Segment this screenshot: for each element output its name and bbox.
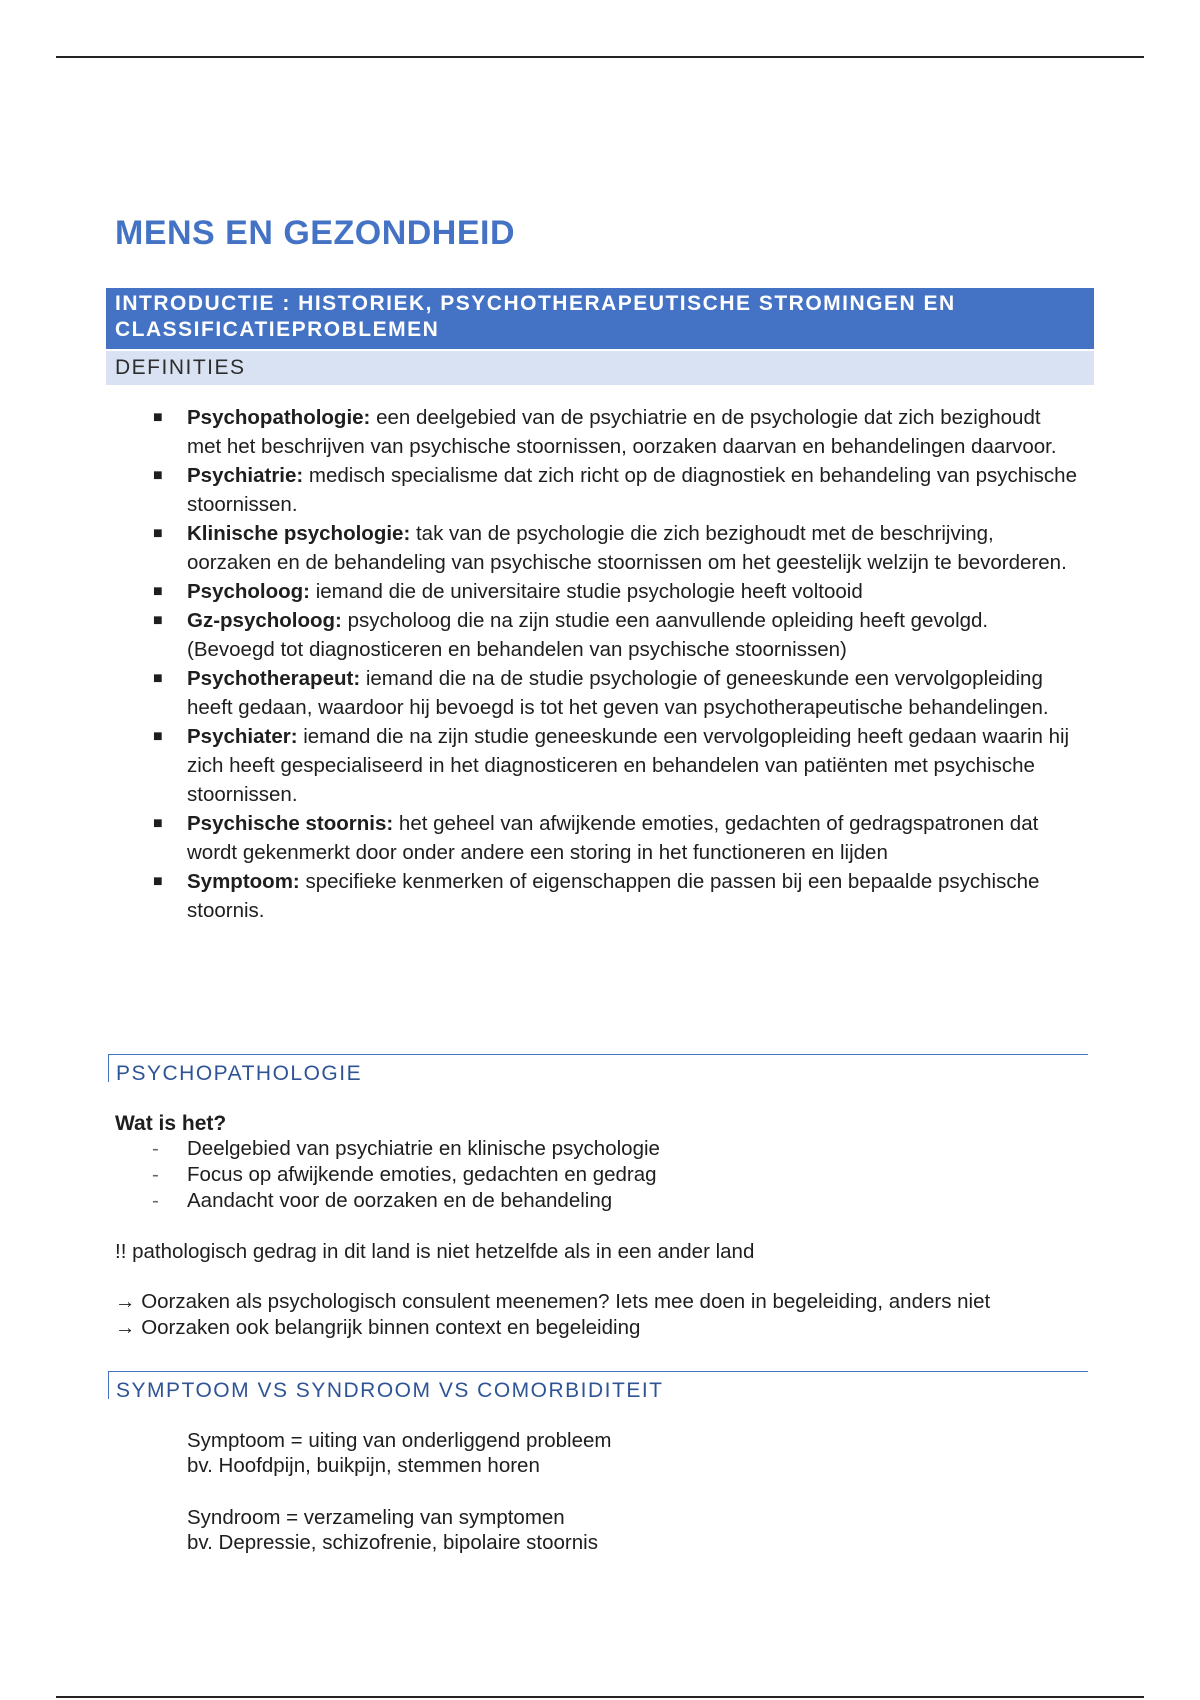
dash-icon: - [152,1189,159,1212]
definition-item [0,403,1200,461]
definition-term: Symptoom: [187,870,300,893]
arrow-line: → Oorzaken ook belangrijk binnen context en begeleiding [115,1316,641,1339]
bullet-icon: ■ [153,873,163,890]
arrow-line: → Oorzaken als psychologisch consulent meenemen? Iets mee doen in begeleiding, anders niet [115,1290,991,1313]
symptoom-definition: Symptoom = uiting van onderliggend probleem [187,1429,612,1452]
list-item-text: Focus op afwijkende emoties, gedachten en gedrag [187,1163,657,1186]
document-title: MENS EN GEZONDHEID [115,214,516,252]
chapter-heading-line-1: INTRODUCTIE : HISTORIEK, PSYCHOTHERAPEUTISCHE STROMINGEN EN [115,292,956,315]
definition-item [0,722,1200,809]
dash-icon: - [152,1163,159,1186]
definition-item [0,664,1200,722]
bullet-icon: ■ [153,525,163,542]
bullet-icon: ■ [153,728,163,745]
definition-text: specifieke kenmerken of eigenschappen die passen bij een bepaalde psychische stoornis. [187,870,1040,922]
dash-icon: - [152,1137,159,1160]
page-bottom-rule [56,1696,1144,1698]
definition-term: Psycholoog: [187,580,311,603]
definition-text: medisch specialisme dat zich richt op de diagnostiek en behandeling van psychische stoornissen. [187,464,1077,516]
list-item [0,1162,1200,1188]
definition-term: Gz-psycholoog: [187,609,342,632]
definition-text: iemand die de universitaire studie psychologie heeft voltooid [310,580,863,603]
definition-text: iemand die na de studie psychologie of geneeskunde een vervolgopleiding heeft gedaan, waardoor hij bevoegd is tot het geven van psychotherapeutische behandelingen. [187,667,1049,719]
subheading-wat-is-het: Wat is het? [115,1112,227,1135]
definition-text: tak van de psychologie die zich bezighoudt met de beschrijving, oorzaken en de behandeling van psychische stoornissen om het geestelijk welzijn te bevorderen. [187,522,1067,574]
section-heading-psychopathologie: PSYCHOPATHOLOGIE [108,1054,1088,1082]
definition-text: het geheel van afwijkende emoties, gedachten of gedragspatronen dat wordt gekenmerkt door onder andere een storing in het functioneren en lijden [187,812,1039,864]
list-item [0,1136,1200,1162]
section-heading-definities: DEFINITIES [106,351,1094,385]
definition-text: iemand die na zijn studie geneeskunde een vervolgopleiding heeft gedaan waarin hij zich heeft gespecialiseerd in het diagnosticeren en behandelen van patiënten met psychische stoornissen. [187,725,1070,806]
syndroom-example: bv. Depressie, schizofrenie, bipolaire stoornis [187,1531,598,1554]
chapter-heading-line-2: CLASSIFICATIEPROBLEMEN [115,318,440,341]
bullet-icon: ■ [153,612,163,629]
definition-term: Klinische psychologie: [187,522,411,545]
page-top-rule [56,56,1144,58]
definition-term: Psychische stoornis: [187,812,394,835]
definition-text: een deelgebied van de psychiatrie en de psychologie dat zich bezighoudt met het beschrijven van psychische stoornissen, oorzaken daarvan en behandelingen daarvoor. [187,406,1057,458]
definition-term: Psychiater: [187,725,298,748]
definition-term: Psychotherapeut: [187,667,361,690]
definition-item [0,577,1200,606]
list-item-text: Deelgebied van psychiatrie en klinische psychologie [187,1137,660,1160]
bullet-icon: ■ [153,467,163,484]
definition-item [0,519,1200,577]
bullet-icon: ■ [153,583,163,600]
bullet-icon: ■ [153,670,163,687]
definition-item [0,867,1200,925]
definition-item [0,809,1200,867]
definition-term: Psychiatrie: [187,464,304,487]
symptoom-example: bv. Hoofdpijn, buikpijn, stemmen horen [187,1454,540,1477]
definition-item [0,606,1200,664]
bullet-icon: ■ [153,409,163,426]
bullet-icon: ■ [153,815,163,832]
definitions-list [0,403,1200,925]
section-heading-symptoom: SYMPTOOM VS SYNDROOM VS COMORBIDITEIT [108,1371,1088,1399]
definition-item [0,461,1200,519]
syndroom-definition: Syndroom = verzameling van symptomen [187,1506,565,1529]
chapter-heading [106,288,1094,349]
note-paragraph: !! pathologisch gedrag in dit land is niet hetzelfde als in een ander land [115,1240,755,1263]
definition-text: psycholoog die na zijn studie een aanvullende opleiding heeft gevolgd. (Bevoegd tot diagnosticeren en behandelen van psychische stoornissen) [187,609,989,661]
list-item [0,1188,1200,1214]
psychopathologie-list [0,1136,1200,1214]
definition-term: Psychopathologie: [187,406,371,429]
list-item-text: Aandacht voor de oorzaken en de behandeling [187,1189,613,1212]
